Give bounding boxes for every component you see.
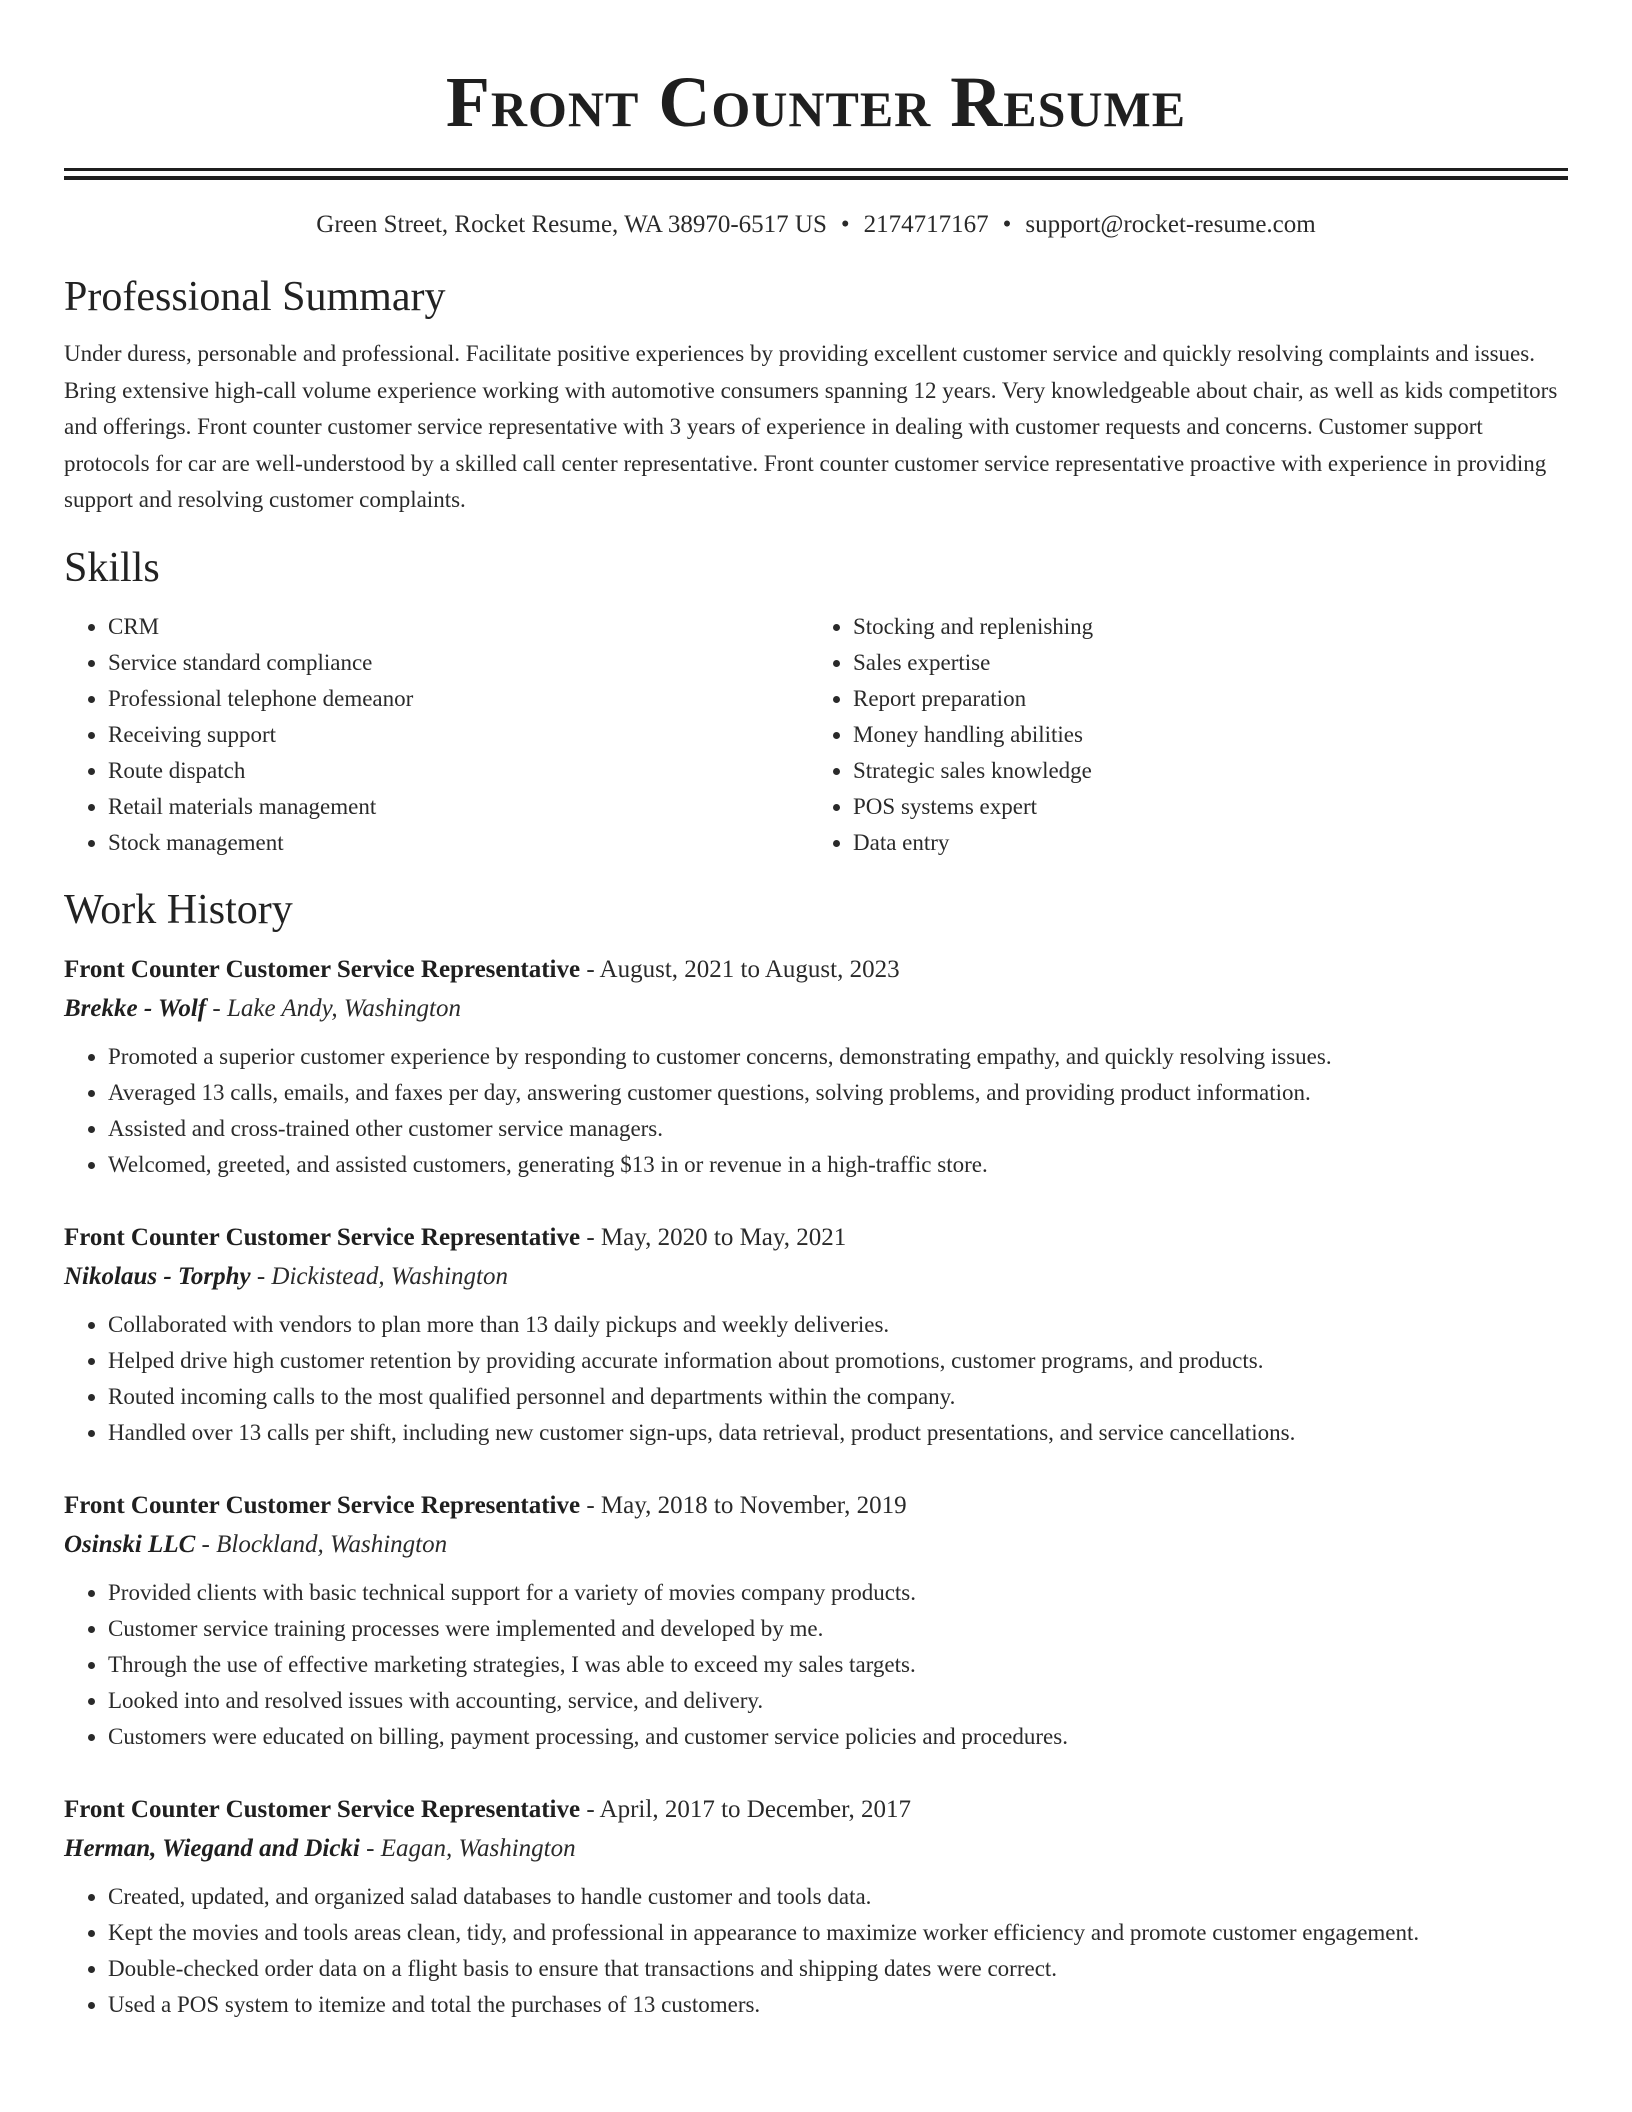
job-entry [64,1791,1568,2023]
skills-heading: Skills [64,544,160,591]
contact-email: support@rocket-resume.com [1025,211,1316,238]
job-employer [64,1525,1568,1565]
job-header [64,951,1568,989]
job-entry [64,1487,1568,1755]
duty-item: • Helped drive high customer retention by providing accurate information about promotions, customer programs, and products. [108,1343,1568,1379]
duty-item: • Handled over 13 calls per shift, including new customer sign-ups, data retrieval, product presentations, and service cancellations. [108,1415,1568,1451]
duty-item: • Double-checked order data on a flight basis to ensure that transactions and shipping dates were correct. [108,1951,1568,1987]
duty-item: • Kept the movies and tools areas clean, tidy, and professional in appearance to maximize worker efficiency and promote customer engagement. [108,1915,1568,1951]
job-location: - Lake Andy, Washington [206,994,461,1022]
job-role: Front Counter Customer Service Representative [64,955,581,983]
job-dates: - August, 2021 to August, 2023 [580,955,900,983]
job-employer [64,1829,1568,1869]
contact-address: Green Street, Rocket Resume, WA 38970-6517 US [316,211,827,238]
skill-item: • Stocking and replenishing [853,609,1093,645]
job-location: - Dickistead, Washington [250,1262,508,1290]
skill-item: • Sales expertise [853,645,1093,681]
skill-item: • Money handling abilities [853,717,1093,753]
duty-item: • Used a POS system to itemize and total the purchases of 13 customers. [108,1987,1568,2023]
job-duties [64,1879,1568,2023]
job-company: Osinski LLC [64,1530,196,1558]
skill-item: • Stock management [108,825,809,861]
duty-item: • Promoted a superior customer experience by responding to customer concerns, demonstrating empathy, and quickly resolving issues. [108,1039,1568,1075]
duty-item: • Through the use of effective marketing strategies, I was able to exceed my sales targets. [108,1647,1568,1683]
duty-item: • Routed incoming calls to the most qualified personnel and departments within the company. [108,1379,1568,1415]
work-history-heading: Work History [64,886,293,933]
contact-phone: 2174717167 [863,211,989,238]
skill-item: • Data entry [853,825,1093,861]
skills-column-right [809,609,1093,861]
job-company: Herman, Wiegand and Dicki [64,1834,360,1862]
header-divider [64,168,1568,180]
contact-line [64,210,1568,240]
duty-item: • Customers were educated on billing, payment processing, and customer service policies and procedures. [108,1719,1568,1755]
skill-item: • Professional telephone demeanor [108,681,809,717]
skill-item: • POS systems expert [853,789,1093,825]
contact-separator: • [840,211,850,238]
job-header [64,1791,1568,1829]
resume-title: Front Counter Resume [445,62,1187,142]
skill-item: • Retail materials management [108,789,809,825]
job-duties [64,1307,1568,1451]
job-location: - Blockland, Washington [195,1530,448,1558]
job-company: Nikolaus - Torphy [64,1262,251,1290]
job-dates: - May, 2018 to November, 2019 [580,1491,907,1519]
skill-item: • Route dispatch [108,753,809,789]
job-role: Front Counter Customer Service Representative [64,1795,581,1823]
skill-item: • Strategic sales knowledge [853,753,1093,789]
job-header [64,1219,1568,1257]
job-company: Brekke - Wolf [64,994,207,1022]
skills-list [64,609,1568,861]
job-dates: - May, 2020 to May, 2021 [580,1223,847,1251]
job-duties [64,1575,1568,1755]
contact-separator: • [1002,211,1012,238]
duty-item: • Welcomed, greeted, and assisted customers, generating $13 in or revenue in a high-traffic store. [108,1147,1568,1183]
job-role: Front Counter Customer Service Representative [64,1491,581,1519]
duty-item: • Created, updated, and organized salad databases to handle customer and tools data. [108,1879,1568,1915]
duty-item: • Averaged 13 calls, emails, and faxes per day, answering customer questions, solving problems, and providing product information. [108,1075,1568,1111]
skill-item: • CRM [108,609,809,645]
summary-text: Under duress, personable and professional. Facilitate positive experiences by providing excellent customer service and quickly resolving complaints and issues. Bring extensive high-call volume experience working with automotive consumers spanning 12 years. Very knowledgeable about chair, as well as kids competitors and offerings. Front counter customer service representative with 3 years of experience in dealing with customer requests and concerns. Customer support protocols for car are well-understood by a skilled call center representative. Front counter customer service representative proactive with experience in providing support and resolving customer complaints. [64,341,1558,512]
job-entry [64,1219,1568,1451]
job-employer [64,1257,1568,1297]
job-header [64,1487,1568,1525]
duty-item: • Collaborated with vendors to plan more than 13 daily pickups and weekly deliveries. [108,1307,1568,1343]
job-location: - Eagan, Washington [359,1834,576,1862]
duty-item: • Provided clients with basic technical support for a variety of movies company products. [108,1575,1568,1611]
job-role: Front Counter Customer Service Representative [64,1223,581,1251]
skill-item: • Service standard compliance [108,645,809,681]
skills-column-left [64,609,809,861]
job-duties [64,1039,1568,1183]
duty-item: • Assisted and cross-trained other customer service managers. [108,1111,1568,1147]
job-employer [64,989,1568,1029]
duty-item: • Customer service training processes were implemented and developed by me. [108,1611,1568,1647]
summary-heading: Professional Summary [64,274,446,320]
skill-item: • Receiving support [108,717,809,753]
skill-item: • Report preparation [853,681,1093,717]
job-entry [64,951,1568,1183]
job-dates: - April, 2017 to December, 2017 [580,1795,911,1823]
duty-item: • Looked into and resolved issues with accounting, service, and delivery. [108,1683,1568,1719]
